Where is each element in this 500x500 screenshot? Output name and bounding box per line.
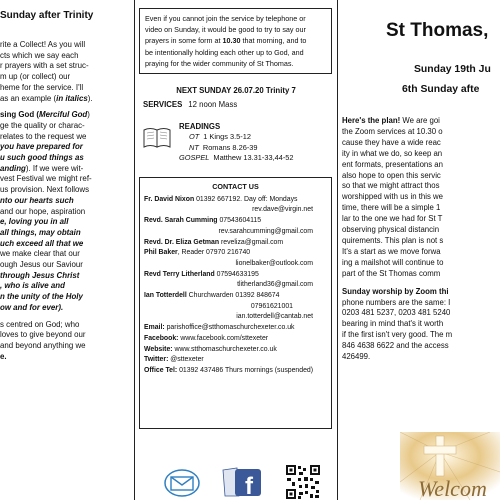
text-run: as an example (: [0, 93, 57, 103]
contact-line: Website: www.stthomaschurchexeter.co.uk: [144, 345, 277, 353]
contact-heading: CONTACT US: [212, 182, 259, 191]
services-label: SERVICES: [143, 100, 183, 109]
contact-name: Revd. Dr. Eliza Getman: [144, 238, 220, 246]
plan-line: It's a start as we move forwa: [342, 246, 441, 256]
article-line: and beyond anything we: [0, 340, 86, 350]
text-run: sing God (: [0, 110, 40, 120]
article-line: [0, 110, 126, 121]
plan-line: worshipped with us in this we: [342, 192, 443, 202]
article-line: s centred on God; who: [0, 319, 80, 329]
article-line: cts which we say each: [0, 50, 79, 60]
plan-line: ing a mailshot will continue to: [342, 257, 444, 267]
article-line: you have prepared for: [0, 142, 83, 152]
contact-line: Twitter: @sttexeter: [144, 356, 204, 364]
readings-block: [179, 122, 294, 163]
plan-line: the Zoom services at 10.30 o: [342, 126, 443, 136]
article-line: e.: [0, 351, 7, 361]
contact-name: Facebook:: [144, 334, 179, 342]
contact-us-box: [139, 177, 332, 429]
readings-label: READINGS: [179, 122, 221, 131]
contact-line: Revd. Sarah Cumming 07543604115: [144, 217, 262, 225]
text-run: Here's the plan!: [342, 116, 401, 125]
article-body: [0, 40, 126, 362]
article-line: us provision. Next follows: [0, 185, 90, 195]
plan-line: Sunday worship by Zoom thi: [342, 286, 449, 296]
article-line: heme for the service. I'll: [0, 82, 84, 92]
contact-line: Phil Baker, Reader 07970 216740: [144, 249, 251, 257]
service-date: Sunday 19th Ju: [414, 64, 491, 75]
article-line: [0, 164, 126, 175]
contact-name: Office Tel:: [144, 366, 178, 374]
readings-list: [179, 132, 294, 163]
sunday-name: 6th Sunday afte: [402, 84, 480, 95]
contact-line: Ian Totterdell Churchwarden 01392 848674: [144, 292, 280, 300]
middle-column: [134, 0, 338, 500]
notice-line: prayers in some form at 10.30 that morning, and to: [145, 36, 307, 46]
contact-line[interactable]: ian.totterdell@cantab.net: [236, 313, 313, 321]
reading-book: GOSPEL: [179, 152, 210, 162]
contact-line[interactable]: lionelbaker@outlook.com: [235, 259, 313, 267]
reading-book: OT: [189, 132, 200, 142]
right-column-front-page: [342, 0, 500, 500]
article-line: relates to the request we: [0, 131, 87, 141]
plan-line: bearing in mind that's it worth: [342, 319, 444, 329]
reading-book: NT: [189, 142, 199, 152]
article-line: r prayers with a set struc-: [0, 61, 89, 71]
contact-line[interactable]: rev.dave@virgin.net: [252, 206, 313, 214]
plan-line: so that we might attract thos: [342, 181, 440, 191]
contact-line: Office Tel: 01392 437486 Thurs mornings (suspended): [144, 366, 314, 374]
article-line: and our hope, aspiration: [0, 206, 86, 216]
reading-item: [179, 153, 294, 163]
plan-line: quirements. This plan is not s: [342, 235, 444, 245]
services-value: 12 noon Mass: [188, 100, 238, 109]
text-run: ). If we were wit-: [25, 163, 84, 173]
plan-line: cause they have a wide reac: [342, 137, 441, 147]
welcome-text: Welcom: [418, 476, 487, 500]
article-heading: Sunday after Trinity: [0, 10, 94, 21]
article-line: m up (or collect) our: [0, 72, 71, 82]
text-run: We are goi: [400, 116, 440, 125]
services-line: [143, 100, 237, 109]
plan-line: 426499.: [342, 352, 371, 362]
bible-icon: [142, 124, 172, 150]
contact-line: Email: parishoffice@stthomaschurchexeter.co.uk: [144, 324, 295, 332]
contact-name: Phil Baker: [144, 249, 178, 257]
article-line: ow and for ever).: [0, 302, 64, 312]
contact-line: Facebook: www.facebook.com/sttexeter: [144, 334, 269, 342]
notice-time: 10.30: [222, 36, 241, 46]
contact-line: Revd. Dr. Eliza Getman reveliza@gmail.com: [144, 238, 284, 246]
contact-name: Revd. Sarah Cumming: [144, 217, 218, 225]
contact-name: Ian Totterdell: [144, 292, 187, 300]
article-line: loves to give beyond our: [0, 330, 86, 340]
plan-line: [342, 116, 500, 127]
reading-ref: Matthew 13.31-33,44-52: [213, 152, 294, 162]
contact-icons-row: [135, 462, 337, 500]
contact-name: Fr. David Nixon: [144, 195, 195, 203]
article-line: we make clear that our: [0, 249, 80, 259]
plan-line: 0203 481 5237, 0203 481 5240: [342, 308, 451, 318]
text-run: in italics: [56, 93, 88, 103]
reading-ref: Romans 8.26-39: [202, 142, 258, 152]
article-line: , who is alive and: [0, 281, 65, 291]
article-line: through Jesus Christ: [0, 270, 80, 280]
contact-line: Fr. David Nixon 01392 667192. Day off: Mondays: [144, 195, 298, 203]
article-line: e, loving you in all: [0, 217, 69, 227]
notice-line: video on Sunday, it would be good to try to say our: [145, 25, 306, 35]
plan-line: time, there will be a simple 1: [342, 203, 441, 213]
article-line: n the unity of the Holy: [0, 292, 83, 302]
contact-line: Revd Terry Litherland 07594633195: [144, 270, 259, 278]
contact-line[interactable]: rev.sarahcumming@gmail.com: [218, 227, 313, 235]
contact-name: Website:: [144, 345, 173, 353]
contact-name: Twitter:: [144, 356, 169, 364]
qr-code-icon[interactable]: [285, 464, 321, 500]
article-line: [0, 94, 126, 105]
facebook-icon[interactable]: [219, 466, 265, 498]
plan-line: lar to the one we had for St T: [342, 214, 443, 224]
plan-line: ent formats, presentations an: [342, 159, 443, 169]
plan-body: [342, 116, 500, 363]
text-run: anding: [0, 163, 26, 173]
notice-line: be intentionally holding each other up to God, and: [145, 47, 304, 57]
reading-item: [179, 143, 294, 153]
contact-line[interactable]: tlitherland36@gmail.com: [237, 281, 313, 289]
text-run: Merciful God: [39, 110, 88, 120]
welcome-cross-icon: [400, 432, 500, 500]
text-run: ): [87, 110, 90, 120]
next-sunday-heading: NEXT SUNDAY 26.07.20 Trinity 7: [176, 86, 296, 95]
left-column-prayer-article: [0, 0, 126, 500]
paragraph-gap: [342, 280, 500, 287]
plan-line: ity in what we do, so keep an: [342, 148, 443, 158]
mail-icon[interactable]: [163, 468, 201, 498]
reading-ref: 1 Kings 3.5-12: [203, 132, 251, 142]
notice-line: Even if you cannot join the service by telephone or: [145, 14, 306, 23]
article-line: vest Festival we might ref-: [0, 174, 92, 184]
prayer-notice-box: [139, 8, 332, 74]
article-line: ough Jesus our Saviour: [0, 260, 83, 270]
plan-line: also hope to open this servic: [342, 170, 441, 180]
plan-line: 846 4638 6622 and the access: [342, 341, 449, 351]
article-line: u such good things as: [0, 153, 84, 163]
notice-line: praying for the wider community of St Thomas.: [145, 58, 294, 68]
plan-line: phone numbers are the same: I: [342, 297, 451, 307]
article-line: all things, may obtain: [0, 227, 81, 237]
plan-line: observing physical distancin: [342, 225, 440, 235]
contact-name: Email:: [144, 324, 165, 332]
church-title: St Thomas,: [386, 20, 489, 41]
article-line: rite a Collect! As you will: [0, 40, 86, 49]
article-line: uch exceed all that we: [0, 238, 84, 248]
text-run: ).: [87, 93, 93, 103]
contact-line[interactable]: 07961621001: [250, 302, 293, 310]
reading-item: [179, 132, 294, 142]
svg-text:f: f: [245, 473, 253, 498]
contact-name: Revd Terry Litherland: [144, 270, 215, 278]
article-line: nto our hearts such: [0, 195, 74, 205]
plan-line: part of the St Thomas comm: [342, 268, 441, 278]
plan-line: if the first isn't very good. The m: [342, 330, 453, 340]
article-line: ge the quality or charac-: [0, 120, 85, 130]
